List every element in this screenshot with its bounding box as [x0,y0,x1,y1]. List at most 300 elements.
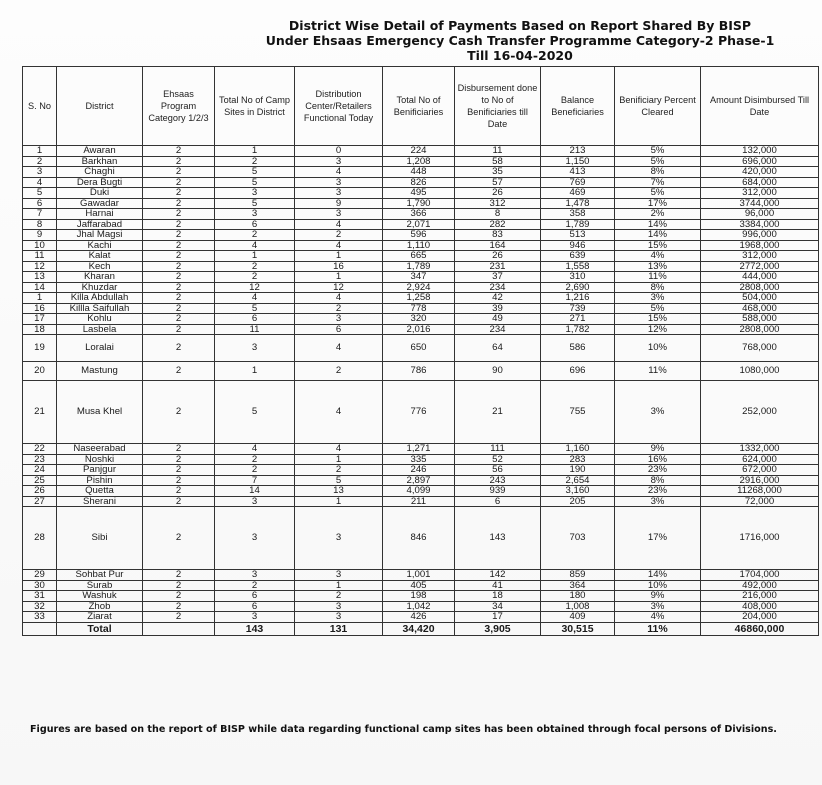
table-row [23,240,819,251]
cell-amount: 672,000 [701,465,819,476]
cell-percent: 17% [615,507,701,570]
cell-category: 2 [143,282,215,293]
cell-amount: 588,000 [701,314,819,325]
cell-sno: 17 [23,314,57,325]
table-row [23,156,819,167]
table-row [23,272,819,283]
cell-category: 2 [143,381,215,444]
cell-camps: 6 [215,601,295,612]
total-beneficiaries: 34,420 [383,622,455,635]
cell-beneficiaries: 1,110 [383,240,455,251]
cell-district: Musa Khel [57,381,143,444]
cell-camps: 2 [215,454,295,465]
cell-amount: 768,000 [701,335,819,362]
cell-category: 2 [143,465,215,476]
total-amount: 46860,000 [701,622,819,635]
cell-amount: 1968,000 [701,240,819,251]
header-percent: Benificiary Percent Cleared [615,67,701,146]
cell-balance: 364 [541,580,615,591]
payments-table [22,66,819,636]
cell-beneficiaries: 448 [383,167,455,178]
cell-district: Sherani [57,496,143,507]
cell-category: 2 [143,167,215,178]
header-district: District [57,67,143,146]
cell-distribution: 0 [295,146,383,157]
table-body [23,146,819,636]
cell-district: Kharan [57,272,143,283]
cell-camps: 6 [215,219,295,230]
cell-sno: 31 [23,591,57,602]
cell-balance: 205 [541,496,615,507]
header-balance: Balance Beneficiaries [541,67,615,146]
cell-percent: 3% [615,293,701,304]
cell-disbursement: 939 [455,486,541,497]
cell-distribution: 6 [295,324,383,335]
cell-amount: 444,000 [701,272,819,283]
cell-disbursement: 49 [455,314,541,325]
cell-camps: 2 [215,261,295,272]
table-row [23,209,819,220]
table-row [23,146,819,157]
cell-disbursement: 243 [455,475,541,486]
footnote: Figures are based on the report of BISP while data regarding functional camp sites has been obtained through focal persons of Divisions. [30,724,777,735]
cell-beneficiaries: 650 [383,335,455,362]
cell-beneficiaries: 1,001 [383,570,455,581]
cell-disbursement: 142 [455,570,541,581]
cell-district: Pishin [57,475,143,486]
cell-disbursement: 35 [455,167,541,178]
cell-percent: 4% [615,612,701,623]
header-disbursement: Disbursement done to No of Benificiaries till Date [455,67,541,146]
cell-beneficiaries: 1,042 [383,601,455,612]
table-row [23,362,819,381]
cell-disbursement: 234 [455,282,541,293]
cell-beneficiaries: 826 [383,177,455,188]
cell-balance: 190 [541,465,615,476]
cell-category: 2 [143,293,215,304]
table-row [23,444,819,455]
cell-category: 2 [143,272,215,283]
cell-category: 2 [143,324,215,335]
cell-beneficiaries: 347 [383,272,455,283]
cell-percent: 13% [615,261,701,272]
cell-district: Surab [57,580,143,591]
cell-distribution: 4 [295,219,383,230]
cell-category: 2 [143,188,215,199]
cell-beneficiaries: 846 [383,507,455,570]
table-row [23,314,819,325]
cell-beneficiaries: 2,897 [383,475,455,486]
cell-beneficiaries: 1,258 [383,293,455,304]
cell-disbursement: 18 [455,591,541,602]
cell-sno: 7 [23,209,57,220]
cell-disbursement: 111 [455,444,541,455]
cell-amount: 624,000 [701,454,819,465]
cell-camps: 14 [215,486,295,497]
cell-beneficiaries: 224 [383,146,455,157]
cell-percent: 11% [615,362,701,381]
cell-distribution: 4 [295,444,383,455]
cell-distribution: 3 [295,209,383,220]
cell-amount: 492,000 [701,580,819,591]
cell-category: 2 [143,496,215,507]
cell-district: Gawadar [57,198,143,209]
cell-category: 2 [143,507,215,570]
cell-amount: 312,000 [701,188,819,199]
cell-beneficiaries: 778 [383,303,455,314]
cell-disbursement: 83 [455,230,541,241]
cell-balance: 283 [541,454,615,465]
cell-amount: 1080,000 [701,362,819,381]
cell-percent: 12% [615,324,701,335]
cell-distribution: 13 [295,486,383,497]
cell-balance: 755 [541,381,615,444]
cell-category: 2 [143,454,215,465]
cell-percent: 23% [615,486,701,497]
total-row [23,622,819,635]
cell-beneficiaries: 405 [383,580,455,591]
cell-amount: 132,000 [701,146,819,157]
cell-district: Duki [57,188,143,199]
cell-distribution: 4 [295,335,383,362]
cell-amount: 3744,000 [701,198,819,209]
header-beneficiaries: Total No of Benificiaries [383,67,455,146]
cell-category: 2 [143,177,215,188]
cell-camps: 6 [215,591,295,602]
cell-amount: 696,000 [701,156,819,167]
cell-camps: 5 [215,167,295,178]
cell-beneficiaries: 2,016 [383,324,455,335]
cell-sno: 20 [23,362,57,381]
cell-amount: 504,000 [701,293,819,304]
cell-sno: 4 [23,177,57,188]
cell-beneficiaries: 198 [383,591,455,602]
title-line-2: Under Ehsaas Emergency Cash Transfer Programme Category-2 Phase-1 [265,33,775,48]
cell-sno: 13 [23,272,57,283]
cell-category: 2 [143,303,215,314]
cell-district: Chaghi [57,167,143,178]
table-row [23,335,819,362]
cell-district: Washuk [57,591,143,602]
cell-beneficiaries: 320 [383,314,455,325]
cell-camps: 1 [215,362,295,381]
cell-disbursement: 37 [455,272,541,283]
cell-distribution: 1 [295,454,383,465]
cell-percent: 9% [615,444,701,455]
cell-distribution: 3 [295,601,383,612]
cell-percent: 23% [615,465,701,476]
cell-percent: 5% [615,303,701,314]
cell-camps: 2 [215,272,295,283]
cell-disbursement: 6 [455,496,541,507]
cell-sno: 33 [23,612,57,623]
title-line-3: Till 16-04-2020 [467,48,573,63]
cell-camps: 3 [215,507,295,570]
cell-category: 2 [143,444,215,455]
cell-amount: 420,000 [701,167,819,178]
cell-camps: 5 [215,177,295,188]
cell-balance: 213 [541,146,615,157]
table-row [23,486,819,497]
cell-amount: 96,000 [701,209,819,220]
cell-sno: 6 [23,198,57,209]
cell-balance: 413 [541,167,615,178]
cell-district: Killla Saifullah [57,303,143,314]
cell-beneficiaries: 2,071 [383,219,455,230]
cell-sno: 12 [23,261,57,272]
cell-disbursement: 58 [455,156,541,167]
cell-beneficiaries: 1,790 [383,198,455,209]
cell-category: 2 [143,240,215,251]
cell-category: 2 [143,570,215,581]
cell-camps: 1 [215,146,295,157]
cell-beneficiaries: 1,271 [383,444,455,455]
cell-beneficiaries: 495 [383,188,455,199]
cell-sno: 18 [23,324,57,335]
cell-beneficiaries: 211 [383,496,455,507]
cell-district: Jhal Magsi [57,230,143,241]
table-row [23,282,819,293]
table-row [23,293,819,304]
cell-district: Zhob [57,601,143,612]
table-row [23,507,819,570]
cell-district: Kech [57,261,143,272]
cell-amount: 2808,000 [701,282,819,293]
cell-balance: 739 [541,303,615,314]
cell-district: Noshki [57,454,143,465]
cell-beneficiaries: 786 [383,362,455,381]
table-row [23,251,819,262]
table-row [23,496,819,507]
cell-sno: 28 [23,507,57,570]
cell-beneficiaries: 426 [383,612,455,623]
cell-percent: 15% [615,240,701,251]
table-row [23,601,819,612]
cell-category: 2 [143,591,215,602]
cell-sno: 27 [23,496,57,507]
cell-balance: 1,160 [541,444,615,455]
cell-category: 2 [143,314,215,325]
cell-percent: 8% [615,167,701,178]
cell-disbursement: 164 [455,240,541,251]
cell-beneficiaries: 596 [383,230,455,241]
cell-camps: 4 [215,240,295,251]
cell-sno: 8 [23,219,57,230]
cell-sno: 25 [23,475,57,486]
cell-distribution: 1 [295,496,383,507]
cell-balance: 409 [541,612,615,623]
header-camps: Total No of Camp Sites in District [215,67,295,146]
table-row [23,324,819,335]
cell-percent: 5% [615,146,701,157]
cell-camps: 6 [215,314,295,325]
cell-amount: 2808,000 [701,324,819,335]
cell-beneficiaries: 366 [383,209,455,220]
total-disbursement: 3,905 [455,622,541,635]
cell-category: 2 [143,601,215,612]
cell-percent: 4% [615,251,701,262]
cell-amount: 1716,000 [701,507,819,570]
header-amount: Amount Disimbursed Till Date [701,67,819,146]
cell-amount: 684,000 [701,177,819,188]
cell-sno: 1 [23,293,57,304]
cell-camps: 5 [215,198,295,209]
total-balance: 30,515 [541,622,615,635]
total-percent: 11% [615,622,701,635]
cell-district: Harnai [57,209,143,220]
total-camps: 143 [215,622,295,635]
cell-district: Jaffarabad [57,219,143,230]
cell-category: 2 [143,335,215,362]
cell-distribution: 3 [295,612,383,623]
cell-balance: 513 [541,230,615,241]
cell-sno: 3 [23,167,57,178]
cell-district: Sibi [57,507,143,570]
cell-distribution: 3 [295,188,383,199]
table-row [23,454,819,465]
cell-balance: 2,690 [541,282,615,293]
header-distribution: Distribution Center/Retailers Functional Today [295,67,383,146]
cell-district: Ziarat [57,612,143,623]
cell-amount: 1704,000 [701,570,819,581]
cell-distribution: 2 [295,230,383,241]
cell-camps: 12 [215,282,295,293]
cell-district: Kalat [57,251,143,262]
table-row [23,570,819,581]
cell-disbursement: 282 [455,219,541,230]
cell-district: Killa Abdullah [57,293,143,304]
cell-camps: 3 [215,209,295,220]
cell-balance: 180 [541,591,615,602]
cell-disbursement: 17 [455,612,541,623]
cell-sno: 24 [23,465,57,476]
cell-percent: 11% [615,272,701,283]
cell-disbursement: 41 [455,580,541,591]
cell-sno: 29 [23,570,57,581]
cell-percent: 8% [615,282,701,293]
cell-percent: 8% [615,475,701,486]
cell-distribution: 12 [295,282,383,293]
cell-distribution: 3 [295,314,383,325]
cell-disbursement: 21 [455,381,541,444]
table-row [23,612,819,623]
cell-amount: 1332,000 [701,444,819,455]
cell-balance: 859 [541,570,615,581]
cell-percent: 2% [615,209,701,220]
cell-district: Dera Bugti [57,177,143,188]
cell-disbursement: 234 [455,324,541,335]
header-sno: S. No [23,67,57,146]
cell-sno: 22 [23,444,57,455]
cell-sno: 19 [23,335,57,362]
cell-balance: 271 [541,314,615,325]
cell-amount: 2916,000 [701,475,819,486]
cell-disbursement: 312 [455,198,541,209]
cell-category: 2 [143,156,215,167]
cell-category: 2 [143,146,215,157]
cell-amount: 3384,000 [701,219,819,230]
cell-camps: 2 [215,230,295,241]
cell-disbursement: 42 [455,293,541,304]
cell-percent: 9% [615,591,701,602]
cell-balance: 469 [541,188,615,199]
cell-amount: 2772,000 [701,261,819,272]
cell-percent: 5% [615,156,701,167]
cell-distribution: 3 [295,177,383,188]
cell-balance: 696 [541,362,615,381]
cell-camps: 2 [215,465,295,476]
cell-district: Barkhan [57,156,143,167]
cell-district: Panjgur [57,465,143,476]
cell-disbursement: 26 [455,188,541,199]
table-row [23,219,819,230]
cell-distribution: 4 [295,167,383,178]
cell-balance: 3,160 [541,486,615,497]
cell-category: 2 [143,612,215,623]
cell-distribution: 1 [295,272,383,283]
cell-district: Quetta [57,486,143,497]
cell-balance: 1,150 [541,156,615,167]
cell-distribution: 2 [295,362,383,381]
cell-disbursement: 34 [455,601,541,612]
cell-amount: 996,000 [701,230,819,241]
cell-percent: 7% [615,177,701,188]
cell-camps: 4 [215,444,295,455]
cell-balance: 703 [541,507,615,570]
cell-balance: 358 [541,209,615,220]
cell-sno: 9 [23,230,57,241]
cell-balance: 1,782 [541,324,615,335]
cell-camps: 11 [215,324,295,335]
cell-category: 2 [143,486,215,497]
cell-camps: 3 [215,496,295,507]
total-distribution: 131 [295,622,383,635]
cell-camps: 3 [215,612,295,623]
cell-district: Lasbela [57,324,143,335]
cell-beneficiaries: 335 [383,454,455,465]
cell-balance: 1,558 [541,261,615,272]
cell-percent: 14% [615,230,701,241]
cell-balance: 1,008 [541,601,615,612]
header-row [23,67,819,146]
cell-disbursement: 8 [455,209,541,220]
cell-balance: 310 [541,272,615,283]
cell-camps: 2 [215,580,295,591]
cell-sno [23,622,57,635]
cell-distribution: 5 [295,475,383,486]
table-row [23,188,819,199]
cell-category: 2 [143,209,215,220]
table-row [23,591,819,602]
table-row [23,465,819,476]
cell-distribution: 16 [295,261,383,272]
cell-distribution: 2 [295,591,383,602]
cell-amount: 11268,000 [701,486,819,497]
cell-balance: 639 [541,251,615,262]
cell-disbursement: 143 [455,507,541,570]
cell-category: 2 [143,580,215,591]
cell-distribution: 2 [295,465,383,476]
cell-percent: 3% [615,601,701,612]
cell-distribution: 4 [295,381,383,444]
cell-amount: 216,000 [701,591,819,602]
cell-disbursement: 57 [455,177,541,188]
cell-category: 2 [143,261,215,272]
cell-sno: 11 [23,251,57,262]
cell-beneficiaries: 4,099 [383,486,455,497]
cell-beneficiaries: 1,789 [383,261,455,272]
cell-distribution: 3 [295,570,383,581]
